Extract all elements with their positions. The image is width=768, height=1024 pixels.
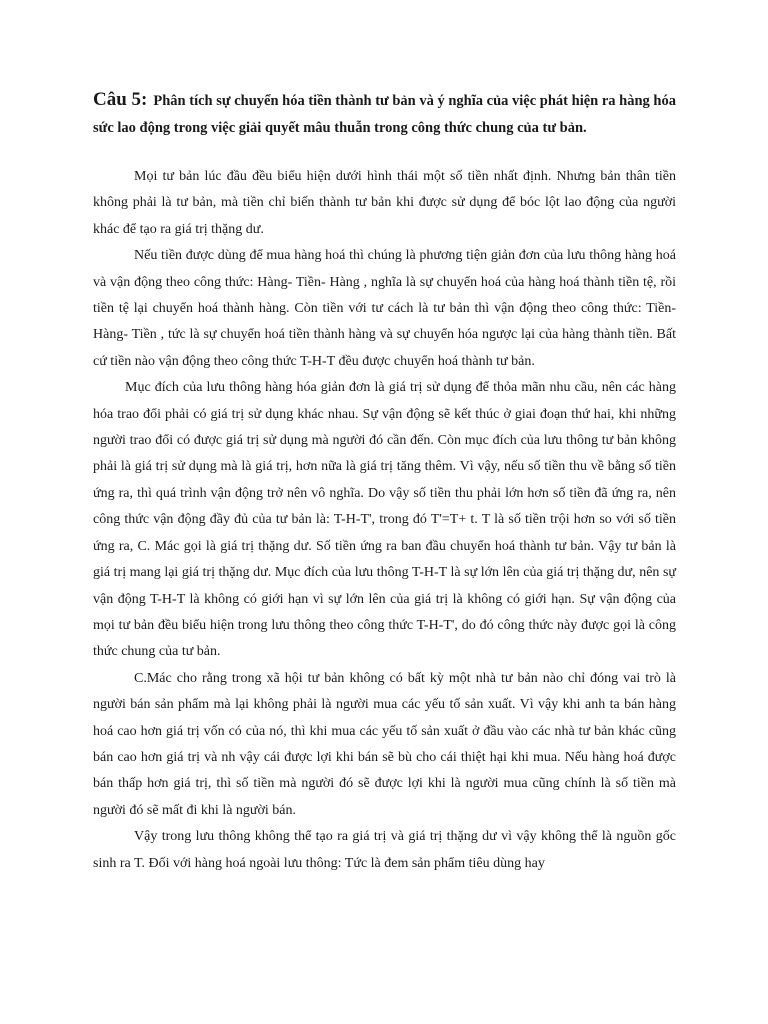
paragraph-1: Mọi tư bản lúc đầu đều biểu hiện dưới hình thái một số tiền nhất định. Nhưng bản thân tiền không phải là tư bản, mà tiền chỉ biến thành tư bản khi được sử dụng để bóc lột lao động của người khác để tạo ra giá trị thặng dư. — [93, 169, 676, 237]
question-title: Phân tích sự chuyển hóa tiền thành tư bản và ý nghĩa của việc phát hiện ra hàng hóa sức lao động trong việc giải quyết mâu thuẫn trong công thức chung của tư bản. — [93, 93, 676, 136]
paragraph-3: Mục đích của lưu thông hàng hóa giản đơn là giá trị sử dụng để thỏa mãn nhu cầu, nên các hàng hóa trao đổi phải có giá trị sử dụng khác nhau. Sự vận động sẽ kết thúc ở giai đoạn thứ hai, khi những người trao đổi có được giá trị sử dụng mà người đó cần đến. Còn mục đích của lưu thông tư bản không phải là giá trị sử dụng mà là giá trị, hơn nữa là giá trị tăng thêm. Vì vậy, nếu số tiền thu về bằng số tiền ứng ra, thì quá trình vận động trở nên vô nghĩa. Do vậy số tiền thu phải lớn hơn số tiền đã ứng ra, nên công thức vận động đầy đủ của tư bản là: T-H-T', trong đó T'=T+ t. T là số tiền trội hơn so với số tiền ứng ra, C. Mác gọi là giá trị thặng dư. Số tiền ứng ra ban đầu chuyển hoá thành tư bản. Vậy tư bản là giá trị mang lại giá trị thặng dư. Mục đích của lưu thông T-H-T là sự lớn lên của giá trị thặng dư, nên sự vận động T-H-T là không có giới hạn vì sự lớn lên của giá trị là không có giới hạn. Sự vận động của mọi tư bản đều biểu hiện trong lưu thông theo công thức T-H-T', do đó công thức này được gọi là công thức chung của tư bản. — [93, 380, 676, 660]
paragraph-4: C.Mác cho rằng trong xã hội tư bản không có bất kỳ một nhà tư bản nào chỉ đóng vai trò là người bán sản phẩm mà lại không phải là người mua các yếu tố sản xuất. Vì vậy khi anh ta bán hàng hoá cao hơn giá trị vốn có của nó, thì khi mua các yếu tố sản xuất ở đầu vào các nhà tư bản khác cũng bán cao hơn giá trị và nh vậy cái được lợi khi bán sẽ bù cho cái thiệt hại khi mua. Nếu hàng hoá được bán thấp hơn giá trị, thì số tiền mà người đó sẽ được lợi khi là người mua cũng chính là số tiền mà người đó sẽ mất đi khi là người bán. — [93, 670, 676, 818]
paragraph-2: Nếu tiền được dùng để mua hàng hoá thì chúng là phương tiện giản đơn của lưu thông hàng hoá và vận động theo công thức: Hàng- Tiền- Hàng , nghĩa là sự chuyển hoá của hàng hoá thành tiền tệ, rồi tiền tệ lại chuyển hoá thành hàng. Còn tiền với tư cách là tư bản thì vận động theo công thức: Tiền- Hàng- Tiền , tức là sự chuyển hoá tiền thành hàng và sự chuyển hóa ngược lại của hàng thành tiền. Bất cứ tiền nào vận động theo công thức T-H-T đều được chuyển hoá thành tư bản. — [93, 248, 676, 369]
question-label: Câu 5: — [93, 89, 148, 110]
question-heading — [93, 86, 676, 142]
paragraph-5: Vậy trong lưu thông không thể tạo ra giá trị và giá trị thặng dư vì vậy không thể là nguồn gốc sinh ra T. Đối với hàng hoá ngoài lưu thông: Tức là đem sản phẩm tiêu dùng hay — [93, 829, 676, 871]
